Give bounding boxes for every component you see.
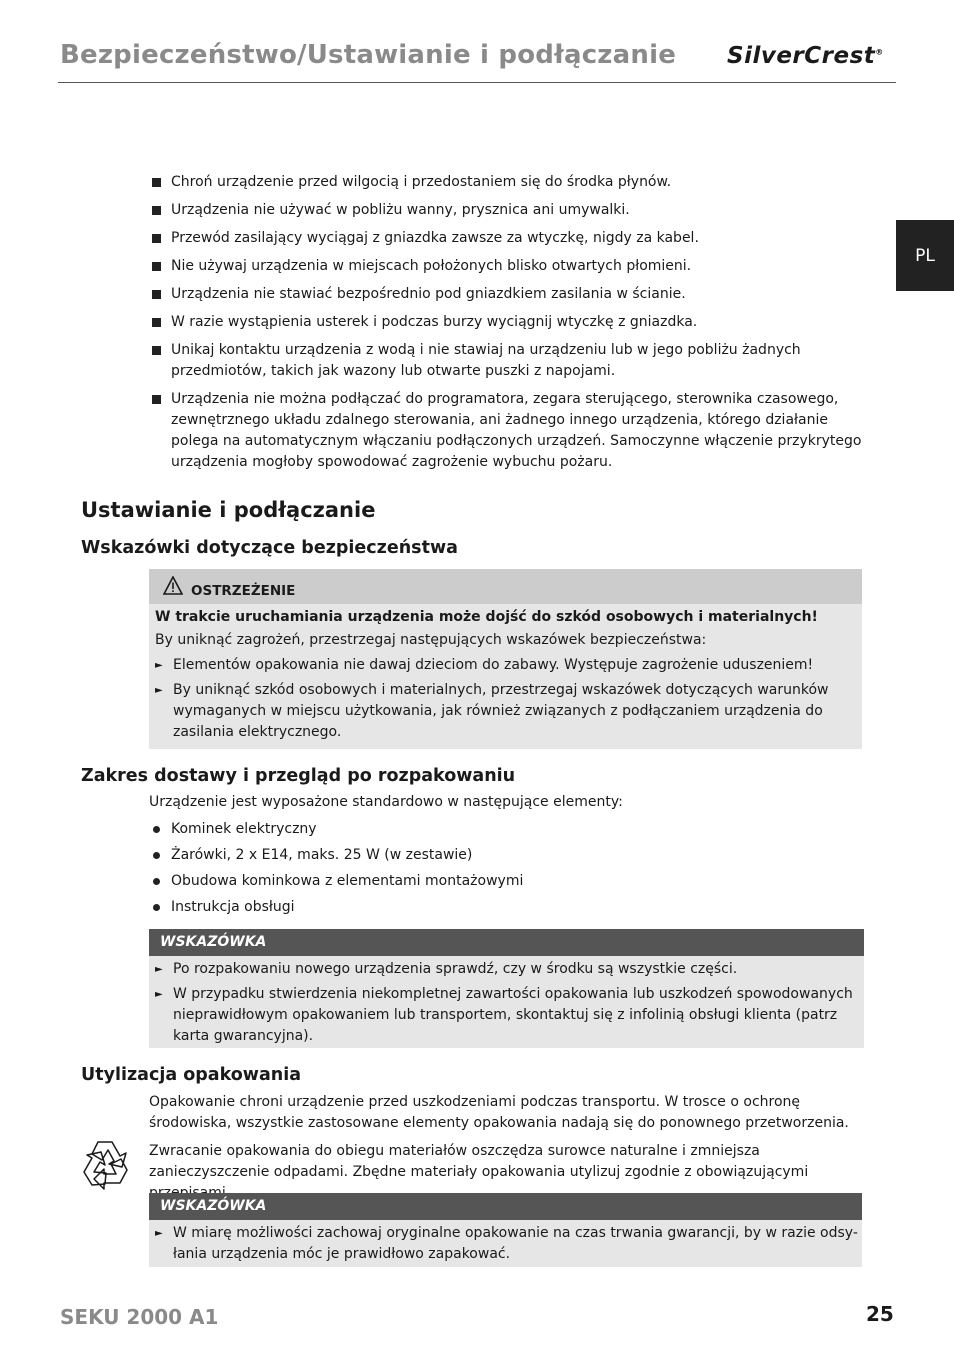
subsection-heading: Utylizacja opakowania — [81, 1065, 302, 1085]
section-heading: Ustawianie i podłączanie — [81, 498, 376, 522]
warning-intro: By uniknąć zagrożeń, przestrzegaj następujących wskazówek bezpieczeństwa: — [155, 632, 707, 648]
brand-logo — [727, 43, 884, 69]
registered-mark: ® — [875, 47, 884, 57]
disposal-paragraph: Opakowanie chroni urządzenie przed uszkodzeniami podczas transportu. W trosce o ochronę środowiska, wszystkie zastosowane elementy opakowania nadają się do ponownego przetworzenia. — [149, 1094, 849, 1131]
arrow-bullet-icon: ► — [155, 989, 163, 1000]
page-number: 25 — [866, 1302, 894, 1326]
arrow-bullet-icon: ► — [155, 1228, 163, 1239]
model-number: SEKU 2000 A1 — [60, 1305, 219, 1329]
dot-bullet-icon — [153, 878, 160, 885]
list-item: ► By uniknąć szkód osobowych i materialnych, przestrzegaj wskazówek dotyczących warunków wymaganych w miejscu użytkowania, jak również związanych z podłączaniem urządzenia do zasilania elektrycznego. — [155, 682, 829, 740]
list-item: Urządzenia nie stawiać bezpośrednio pod gniazdkiem zasilania w ścianie. — [152, 284, 872, 305]
list-item: Przewód zasilający wyciągaj z gniazdka zawsze za wtyczkę, nigdy za kabel. — [152, 228, 872, 249]
delivery-list — [152, 819, 523, 923]
list-item: W razie wystąpienia usterek i podczas burzy wyciągnij wtyczkę z gniazdka. — [152, 312, 872, 333]
square-bullet-icon — [152, 346, 161, 355]
language-tab: PL — [896, 220, 954, 291]
subsection-heading: Wskazówki dotyczące bezpieczeństwa — [81, 538, 458, 558]
warning-statement: W trakcie uruchamiania urządzenia może dojść do szkód osobowych i materialnych! — [155, 609, 818, 625]
dot-bullet-icon — [153, 904, 160, 911]
warning-header — [149, 569, 862, 604]
list-item: Unikaj kontaktu urządzenia z wodą i nie stawiaj na urządzeniu lub w jego pobliżu żadnych przedmiotów, takich jak wazony lub otwarte puszki z napojami. — [152, 340, 872, 382]
safety-list — [152, 172, 872, 480]
list-item: Żarówki, 2 x E14, maks. 25 W (w zestawie) — [152, 845, 523, 866]
square-bullet-icon — [152, 262, 161, 271]
list-item: ► Elementów opakowania nie dawaj dzieciom do zabawy. Występuje zagrożenie uduszeniem! — [149, 655, 862, 676]
dot-bullet-icon — [153, 852, 160, 859]
square-bullet-icon — [152, 290, 161, 299]
list-item: Obudowa kominkowa z elementami montażowymi — [152, 871, 523, 892]
list-item: Urządzenia nie można podłączać do programatora, zegara sterującego, sterownika czasowego, zewnętrznego układu zdalnego sterowania, ani żadnego innego urządzenia, którego działanie polega na automatycznym włączaniu podłączonych urządzeń. Samoczynne włączenie przykrytego urządzenia mogłoby spowodować zagrożenie wybuchu pożaru. — [152, 389, 872, 473]
square-bullet-icon — [152, 206, 161, 215]
note-box — [149, 929, 864, 1048]
list-item: ► Po rozpakowaniu nowego urządzenia sprawdź, czy w środku są wszystkie części. — [149, 959, 864, 980]
warning-label: OSTRZEŻENIE — [191, 583, 296, 599]
list-item: Chroń urządzenie przed wilgocią i przedostaniem się do środka płynów. — [152, 172, 872, 193]
arrow-bullet-icon: ► — [155, 964, 163, 975]
list-item: ► W miarę możliwości zachowaj oryginalne opakowanie na czas trwania gwarancji, by w razie odsy- łania urządzenia móc je prawidłowo zapakować. — [155, 1225, 858, 1262]
square-bullet-icon — [152, 178, 161, 187]
list-item: Urządzenia nie używać w pobliżu wanny, prysznica ani umywalki. — [152, 200, 872, 221]
recycle-icon — [76, 1136, 134, 1192]
list-item: Nie używaj urządzenia w miejscach położonych blisko otwartych płomieni. — [152, 256, 872, 277]
arrow-bullet-icon: ► — [155, 685, 163, 696]
square-bullet-icon — [152, 234, 161, 243]
note-header: WSKAZÓWKA — [149, 1193, 862, 1220]
header-divider — [58, 82, 896, 83]
square-bullet-icon — [152, 318, 161, 327]
delivery-intro: Urządzenie jest wyposażone standardowo w następujące elementy: — [149, 794, 623, 810]
brand-name: SilverCrest — [727, 43, 876, 69]
warning-box — [149, 569, 862, 749]
list-item: ► W przypadku stwierdzenia niekompletnej zawartości opakowania lub uszkodzeń spowodowanych nieprawidłowym opakowaniem lub transportem, skontaktuj się z infolinią obsługi klienta (patrz karta gwarancyjna). — [155, 986, 853, 1044]
list-item: Kominek elektryczny — [152, 819, 523, 840]
note-box — [149, 1193, 862, 1267]
subsection-heading: Zakres dostawy i przegląd po rozpakowaniu — [81, 766, 516, 786]
disposal-paragraph: Zwracanie opakowania do obiegu materiałów oszczędza surowce naturalne i zmniejsza zanieczyszczenie odpadami. Zbędne materiały opakowania utylizuj zgodnie z obowiązującymi — [149, 1143, 809, 1180]
note-header: WSKAZÓWKA — [149, 929, 864, 956]
square-bullet-icon — [152, 395, 161, 404]
list-item: Instrukcja obsługi — [152, 897, 523, 918]
page-title: Bezpieczeństwo/Ustawianie i podłączanie — [60, 40, 677, 70]
arrow-bullet-icon: ► — [155, 660, 163, 671]
warning-triangle-icon — [163, 576, 183, 595]
dot-bullet-icon — [153, 826, 160, 833]
